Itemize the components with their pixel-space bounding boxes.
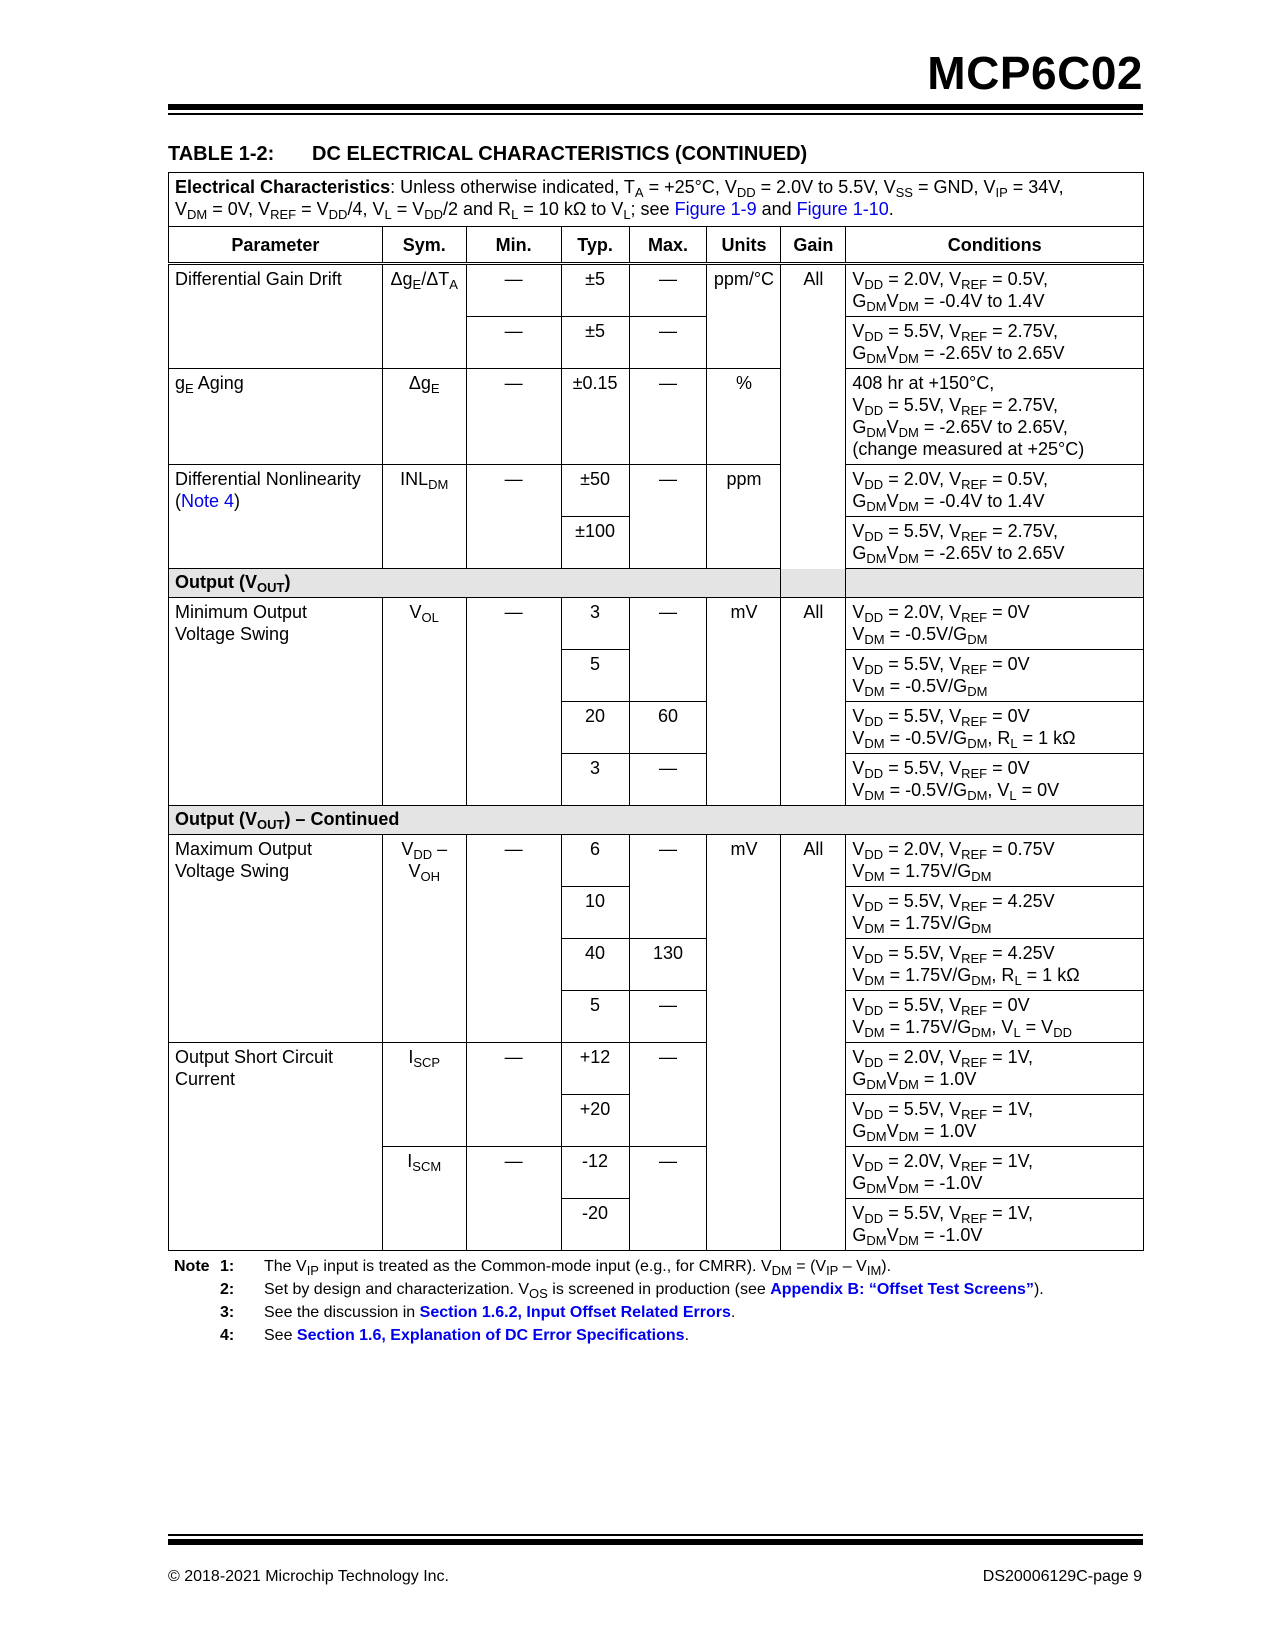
footer-page-number: DS20006129C-page 9	[982, 1568, 1142, 1585]
conditions-cell: $V_{DD} = 2.0V$, $V_{REF} = 0.75V$ $V_{DM} = 1.75V/G_{DM}$	[846, 835, 1144, 887]
table-row: Differential Gain Drift $\Delta g_E/\Delta T_A$ — ±5 — ppm/°C All $V_{DD} = 2.0V$, $V_{REF} = 0.5V$, $G_{DM}V_{DM} = -0.4V$ to 1.4V	[169, 264, 1144, 317]
note-4: 4: See Section 1.6, Explanation of DC Error Specifications.	[220, 1327, 690, 1344]
table-row: Differential Nonlinearity (Note 4) $INL_{DM}$ — ±50 — ppm $V_{DD} = 2.0V$, $V_{REF} = 0.5V$, $G_{DM}V_{DM} = -0.4V$ to 1.4V	[169, 465, 1144, 517]
table-header-row	[169, 227, 1144, 264]
section-row-output	[169, 569, 1144, 598]
intro-row	[169, 173, 1144, 227]
conditions-cell: $V_{DD} = 2.0V$, $V_{REF} = 1V$, $G_{DM}V_{DM} = 1.0V$	[846, 1043, 1144, 1095]
conditions-cell: $V_{DD} = 5.5V$, $V_{REF} = 2.75V$, $G_{DM}V_{DM} = -2.65V$ to 2.65V	[846, 517, 1144, 569]
max-value: 60	[629, 702, 707, 754]
conditions-cell: $V_{DD} = 5.5V$, $V_{REF} = 1V$, $G_{DM}V_{DM} = -1.0V$	[846, 1199, 1144, 1251]
col-typ: Typ.	[561, 227, 629, 264]
max-value: 130	[629, 939, 707, 991]
section-1-6-2-link[interactable]: Section 1.6.2, Input Offset Related Errors	[419, 1304, 731, 1321]
typ-value: ±50	[561, 465, 629, 517]
sym-inl: $INL_{DM}$	[382, 465, 466, 569]
units-value: ppm/°C	[707, 264, 781, 369]
appendix-b-link[interactable]: Appendix B: “Offset Test Screens”	[770, 1281, 1034, 1298]
table-row: 5 — $V_{DD} = 5.5V$, $V_{REF} = 0V$ $V_{DM} = 1.75V/G_{DM}$, $V_L = V_{DD}$	[169, 991, 1144, 1043]
col-units: Units	[707, 227, 781, 264]
table-notes	[174, 1255, 1044, 1347]
conditions-cell: $V_{DD} = 5.5V$, $V_{REF} = 0V$ $V_{DM} = -0.5V/G_{DM}$, $V_L = 0V$	[846, 754, 1144, 806]
col-conditions: Conditions	[846, 227, 1144, 264]
typ-value: ±0.15	[561, 369, 629, 465]
conditions-cell: $V_{DD} = 5.5V$, $V_{REF} = 4.25V$ $V_{DM} = 1.75V/G_{DM}$, $R_L = 1$ kΩ	[846, 939, 1144, 991]
conditions-cell: $V_{DD} = 5.5V$, $V_{REF} = 2.75V$, $G_{DM}V_{DM} = -2.65V$ to 2.65V	[846, 317, 1144, 369]
conditions-cell: 408 hr at +150°C, $V_{DD} = 5.5V$, $V_{REF} = 2.75V$, $G_{DM}V_{DM} = -2.65V$ to 2.65V, (change measured at +25°C)	[846, 369, 1144, 465]
typ-value: +20	[561, 1095, 629, 1147]
typ-value: -20	[561, 1199, 629, 1251]
typ-value: ±100	[561, 517, 629, 569]
header-rule-thin	[168, 113, 1143, 115]
footer-rule	[168, 1539, 1143, 1545]
units-value: mV	[707, 835, 781, 1251]
conditions-cell: $V_{DD} = 2.0V$, $V_{REF} = 0.5V$, $G_{DM}V_{DM} = -0.4V$ to 1.4V	[846, 465, 1144, 517]
conditions-cell: $V_{DD} = 5.5V$, $V_{REF} = 1V$, $G_{DM}V_{DM} = 1.0V$	[846, 1095, 1144, 1147]
typ-value: 5	[561, 650, 629, 702]
section-row-output-continued	[169, 806, 1144, 835]
sym-gain-drift: $\Delta g_E/\Delta T_A$	[382, 264, 466, 369]
param-short-circuit: Output Short Circuit Current	[169, 1043, 383, 1251]
section-1-6-link[interactable]: Section 1.6, Explanation of DC Error Specifications	[296, 1327, 685, 1344]
param-diff-nonlinearity: Differential Nonlinearity (Note 4)	[169, 465, 383, 569]
conditions-cell: $V_{DD} = 2.0V$, $V_{REF} = 0.5V$, $G_{DM}V_{DM} = -0.4V$ to 1.4V	[846, 264, 1144, 317]
param-gain-drift: Differential Gain Drift	[169, 264, 383, 369]
table-number: TABLE 1-2:	[168, 143, 275, 165]
conditions-cell: $V_{DD} = 5.5V$, $V_{REF} = 0V$ $V_{DM} = 1.75V/G_{DM}$, $V_L = V_{DD}$	[846, 991, 1144, 1043]
typ-value: 6	[561, 835, 629, 887]
table-row: 3 — $V_{DD} = 5.5V$, $V_{REF} = 0V$ $V_{DM} = -0.5V/G_{DM}$, $V_L = 0V$	[169, 754, 1144, 806]
table-row: $I_{SCM}$ — -12 — $V_{DD} = 2.0V$, $V_{REF} = 1V$, $G_{DM}V_{DM} = -1.0V$	[169, 1147, 1144, 1199]
section-title: Output $(V_{OUT})$	[169, 569, 1144, 598]
sym-vdd-voh: $V_{DD}$ – $V_{OH}$	[382, 835, 466, 1043]
typ-value: 20	[561, 702, 629, 754]
typ-value: 3	[561, 754, 629, 806]
units-value: mV	[707, 598, 781, 806]
gain-value: All	[781, 264, 846, 598]
sym-iscm: $I_{SCM}$	[382, 1147, 466, 1251]
table-row: $g_E$ Aging $\Delta g_E$ — ±0.15 — % 408 hr at +150°C, $V_{DD} = 5.5V$, $V_{REF} = 2.75V$, $G_{DM}V_{DM} = -2.65V$ to 2.65V, (change measured at +25°C)	[169, 369, 1144, 465]
table-row: Maximum Output Voltage Swing $V_{DD}$ – $V_{OH}$ — 6 — mV All $V_{DD} = 2.0V$, $V_{REF} = 0.75V$ $V_{DM} = 1.75V/G_{DM}$	[169, 835, 1144, 887]
note-4-link[interactable]: Note 4	[181, 491, 235, 511]
sym-iscp: $I_{SCP}$	[382, 1043, 466, 1147]
units-value: %	[707, 369, 781, 465]
page-title: MCP6C02	[927, 47, 1143, 99]
typ-value: +12	[561, 1043, 629, 1095]
table-row: — ±5 — $V_{DD} = 5.5V$, $V_{REF} = 2.75V$, $G_{DM}V_{DM} = -2.65V$ to 2.65V	[169, 317, 1144, 369]
typ-value: -12	[561, 1147, 629, 1199]
col-sym: Sym.	[382, 227, 466, 264]
table-caption	[168, 143, 807, 166]
typ-value: 10	[561, 887, 629, 939]
table-title: DC ELECTRICAL CHARACTERISTICS (CONTINUED)	[312, 143, 808, 165]
figure-1-9-link[interactable]: Figure 1-9	[674, 199, 757, 219]
footer-rule-thin	[168, 1534, 1143, 1536]
conditions-cell: $V_{DD} = 5.5V$, $V_{REF} = 0V$ $V_{DM} = -0.5V/G_{DM}$	[846, 650, 1144, 702]
table-row: Minimum Output Voltage Swing $V_{OL}$ — 3 — mV All $V_{DD} = 2.0V$, $V_{REF} = 0V$ $V_{DM} = -0.5V/G_{DM}$	[169, 598, 1144, 650]
gain-value: All	[781, 835, 846, 1251]
typ-value: ±5	[561, 264, 629, 317]
conditions-cell: $V_{DD} = 5.5V$, $V_{REF} = 4.25V$ $V_{DM} = 1.75V/G_{DM}$	[846, 887, 1144, 939]
col-gain: Gain	[781, 227, 846, 264]
sym-ge-aging: $\Delta g_E$	[382, 369, 466, 465]
dc-characteristics-table	[168, 172, 1144, 1251]
note-1: Note 1: The $V_{IP}$ input is treated as the Common-mode input (e.g., for CMRR). $V_{DM} = (V_{IP} - V_{IM})$.	[174, 1258, 892, 1278]
header-rule	[168, 104, 1143, 110]
sym-vol: $V_{OL}$	[382, 598, 466, 806]
col-max: Max.	[629, 227, 707, 264]
note-3: 3: See the discussion in Section 1.6.2, Input Offset Related Errors.	[220, 1304, 736, 1321]
section-title: Output $(V_{OUT})$ – Continued	[169, 806, 1144, 835]
intro-text: Electrical Characteristics: Unless otherwise indicated, $T_A = +25^\circ C$, $V_{DD} = 2.0V$ to 5.5V, $V_{SS}$ = GND, $V_{IP} = 34V$, $V_{DM} = 0V$, $V_{REF} = V_{DD}/4$, $V_L = V_{DD}/2$ and $R_L = 10$ kΩ to $V_L$; see Figure 1-9 and Figure 1-10.	[169, 173, 1144, 227]
note-2: 2: Set by design and characterization. $V_{OS}$ is screened in production (see Appendix B: “Offset Test Screens”).	[220, 1281, 1044, 1301]
typ-value: ±5	[561, 317, 629, 369]
typ-value: 5	[561, 991, 629, 1043]
col-min: Min.	[466, 227, 561, 264]
typ-value: 40	[561, 939, 629, 991]
conditions-cell: $V_{DD} = 2.0V$, $V_{REF} = 0V$ $V_{DM} = -0.5V/G_{DM}$	[846, 598, 1144, 650]
param-ge-aging: $g_E$ Aging	[169, 369, 383, 465]
figure-1-10-link[interactable]: Figure 1-10	[796, 199, 889, 219]
gain-value: All	[781, 598, 846, 806]
param-min-output-swing: Minimum Output Voltage Swing	[169, 598, 383, 806]
units-value: ppm	[707, 465, 781, 569]
param-max-output-swing: Maximum Output Voltage Swing	[169, 835, 383, 1043]
conditions-cell: $V_{DD} = 5.5V$, $V_{REF} = 0V$ $V_{DM} = -0.5V/G_{DM}$, $R_L = 1$ kΩ	[846, 702, 1144, 754]
table-row: Output Short Circuit Current $I_{SCP}$ — +12 — $V_{DD} = 2.0V$, $V_{REF} = 1V$, $G_{DM}V_{DM} = 1.0V$	[169, 1043, 1144, 1095]
col-parameter: Parameter	[169, 227, 383, 264]
conditions-cell: $V_{DD} = 2.0V$, $V_{REF} = 1V$, $G_{DM}V_{DM} = -1.0V$	[846, 1147, 1144, 1199]
typ-value: 3	[561, 598, 629, 650]
footer-copyright: © 2018-2021 Microchip Technology Inc.	[168, 1568, 449, 1585]
